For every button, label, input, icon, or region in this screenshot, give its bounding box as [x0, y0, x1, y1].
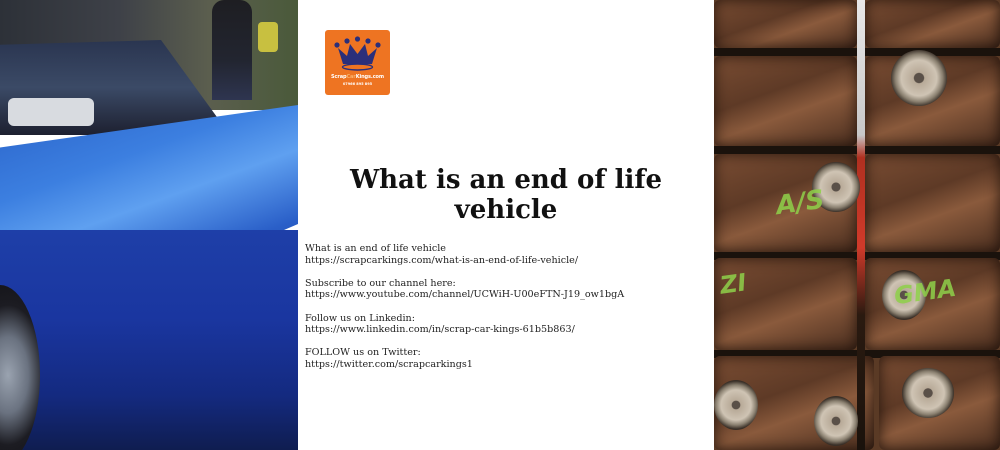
bale-stack-gap — [857, 0, 865, 450]
scrap-cars-photo — [714, 0, 1000, 450]
youtube-paragraph — [305, 278, 710, 301]
safety-vest-figure — [258, 22, 278, 52]
wheel-rim — [814, 396, 858, 446]
page-title: What is an end of life vehicle — [349, 165, 663, 225]
graffiti-text: A/S — [774, 184, 827, 222]
logo-brand-text: ScrapCarKings.com — [330, 74, 384, 80]
article-label: What is an end of life vehicle — [305, 243, 446, 254]
youtube-label: Subscribe to our channel here: — [305, 277, 456, 289]
linkedin-link[interactable]: https://www.linkedin.com/in/scrap-car-kings-61b5b863/ — [305, 324, 575, 336]
crushed-car-bale — [865, 0, 1000, 48]
linkedin-label: Follow us on Linkedin: — [305, 312, 415, 324]
scrap-car-kings-logo — [325, 30, 390, 95]
damaged-bumper — [0, 230, 298, 450]
article-link[interactable]: https://scrapcarkings.com/what-is-an-end-of-life-vehicle/ — [305, 254, 579, 266]
crushed-car-bale — [714, 0, 857, 48]
twitter-label: FOLLOW us on Twitter: — [305, 347, 421, 359]
crushed-car-bale — [714, 56, 857, 146]
linkedin-paragraph — [305, 313, 710, 336]
deployed-airbag — [8, 98, 94, 126]
twitter-paragraph — [305, 347, 710, 370]
article-paragraph — [305, 243, 710, 266]
graffiti-text: GMA — [892, 273, 958, 311]
description-text — [305, 243, 710, 382]
youtube-link[interactable]: https://www.youtube.com/channel/UCWiH-U00eFTN-J19_ow1bgA — [305, 289, 625, 301]
logo-phone: 07966 895 895 — [342, 82, 373, 86]
graffiti-text: ZI — [718, 268, 749, 300]
wheel-rim — [714, 380, 758, 430]
crashed-car-photo — [0, 0, 298, 450]
bystander-figure — [212, 0, 252, 100]
wheel-rim — [891, 50, 947, 106]
crushed-car-bale — [865, 154, 1000, 252]
twitter-link[interactable]: https://twitter.com/scrapcarkings1 — [305, 358, 473, 370]
wheel-rim — [902, 368, 954, 418]
content-panel — [298, 0, 714, 450]
